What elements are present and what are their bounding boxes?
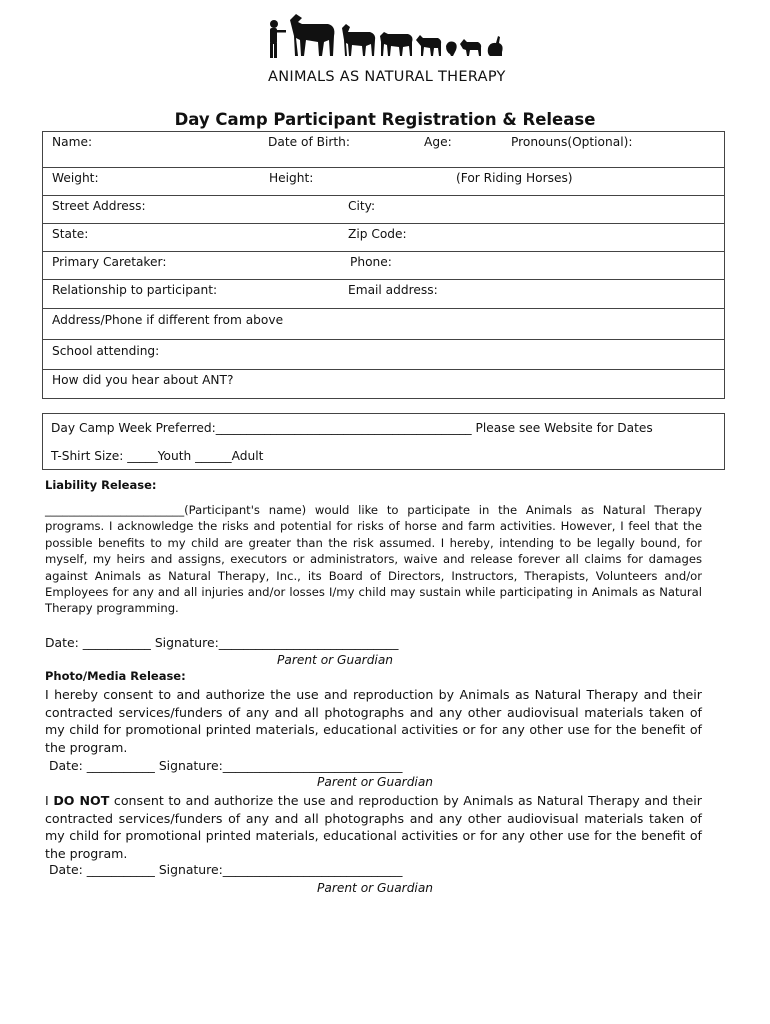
do-not-emphasis: DO NOT: [53, 793, 110, 808]
photo-heading: Photo/Media Release:: [45, 669, 186, 683]
riding-note: (For Riding Horses): [456, 171, 573, 185]
page-title: Day Camp Participant Registration & Release: [174, 110, 596, 129]
photo-date-signature-1[interactable]: Date: ___________ Signature:_____________________________: [49, 758, 403, 773]
tshirt-size-field[interactable]: T-Shirt Size: _____Youth ______Adult: [51, 449, 264, 463]
participant-info-table: [42, 131, 725, 399]
camp-week-box: [42, 413, 725, 470]
dob-field[interactable]: Date of Birth:: [268, 135, 350, 149]
height-field[interactable]: Height:: [269, 171, 314, 185]
logo-text: ANIMALS AS NATURAL THERAPY: [268, 69, 506, 85]
city-field[interactable]: City:: [348, 199, 376, 213]
email-field[interactable]: Email address:: [348, 283, 438, 297]
referral-field[interactable]: How did you hear about ANT?: [52, 373, 234, 387]
pronouns-field[interactable]: Pronouns(Optional):: [511, 135, 633, 149]
age-field[interactable]: Age:: [424, 135, 452, 149]
photo-not-consent-text: I DO NOT consent to and authorize the use and reproduction by Animals as Natural Therapy and their contracted services/funders of any and all photographs and any other audiovisual materials taken of my child for promotional printed materials, educational activities or for any other use for the benefit of the program.: [45, 793, 702, 861]
week-preferred-field[interactable]: Day Camp Week Preferred:__________________________________________ Please see Website for Dates: [51, 421, 653, 435]
liability-heading: Liability Release:: [45, 478, 157, 492]
photo-date-signature-2[interactable]: Date: ___________ Signature:_____________________________: [49, 862, 403, 877]
zip-code-field[interactable]: Zip Code:: [348, 227, 407, 241]
animals-silhouette-logo: [262, 10, 512, 68]
liability-date-signature[interactable]: Date: ___________ Signature:_____________________________: [45, 635, 399, 650]
street-address-field[interactable]: Street Address:: [52, 199, 146, 213]
photo-guardian-label-1: Parent or Guardian: [317, 775, 434, 789]
liability-guardian-label: Parent or Guardian: [277, 653, 394, 667]
photo-guardian-label-2: Parent or Guardian: [317, 881, 434, 895]
liability-text: ________________________(Participant's name) would like to participate in the Animals as Natural Therapy programs. I acknowledge the risks and potential for risks of horse and farm activities. However, I feel that the possible benefits to my child are greater than the risk assumed. I hereby, intending to be legally bound, for myself, my heirs and assigns, executors or administrators, waive and release forever all claims for damages against Animals as Natural Therapy, Inc., its Board of Directors, Instructors, Therapists, Volunteers and/or Employees for any and all injuries and/or losses I/my child may sustain while participating in Animals as Natural Therapy programming.: [45, 503, 702, 616]
weight-field[interactable]: Weight:: [52, 171, 99, 185]
photo-consent-text: I hereby consent to and authorize the use and reproduction by Animals as Natural Therapy and their contracted services/funders of any and all photographs and any other audiovisual materials taken of my child for promotional printed materials, educational activities or for any other use for the benefit of the program.: [45, 687, 702, 755]
caretaker-field[interactable]: Primary Caretaker:: [52, 255, 167, 269]
school-field[interactable]: School attending:: [52, 344, 160, 358]
alt-address-field[interactable]: Address/Phone if different from above: [52, 313, 284, 327]
organization-logo: [262, 10, 512, 85]
relationship-field[interactable]: Relationship to participant:: [52, 283, 218, 297]
name-field[interactable]: Name:: [52, 135, 93, 149]
state-field[interactable]: State:: [52, 227, 89, 241]
phone-field[interactable]: Phone:: [350, 255, 392, 269]
